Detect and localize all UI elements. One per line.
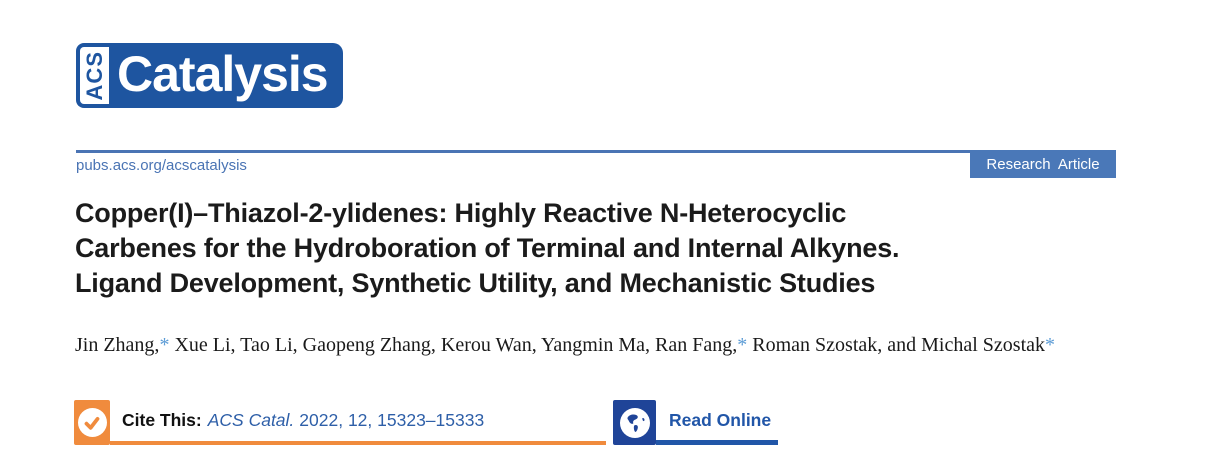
title-line: Ligand Development, Synthetic Utility, and Mechanistic Studies [75, 268, 876, 298]
author-list [75, 332, 1160, 359]
corresponding-author-asterisk: * [737, 334, 748, 356]
article-type-badge: Research Article [970, 150, 1116, 178]
check-icon [78, 408, 107, 437]
globe-icon [620, 408, 650, 438]
article-title [75, 196, 899, 301]
acs-catalysis-logo [76, 43, 343, 108]
header-divider [76, 150, 970, 153]
title-line: Copper(I)–Thiazol-2-ylidenes: Highly Reactive N-Heterocyclic [75, 198, 847, 228]
read-online-underline [656, 440, 778, 445]
corresponding-author-asterisk: * [1045, 334, 1056, 356]
read-online-badge[interactable] [613, 400, 656, 445]
author-names-segment: Jin Zhang, [75, 334, 160, 356]
corresponding-author-asterisk: * [159, 334, 170, 356]
cite-this-label: Cite This: [122, 410, 202, 430]
acs-vertical-wordmark [76, 43, 109, 108]
title-line: Carbenes for the Hydroboration of Terminal and Internal Alkynes. [75, 233, 900, 263]
read-online-link[interactable]: Read Online [669, 410, 772, 430]
cite-underline [110, 441, 606, 445]
journal-abbreviation: ACS Catal. [207, 410, 295, 430]
citation-numbers: 2022, 12, 15323–15333 [299, 410, 485, 430]
author-names-segment: Roman Szostak, and Michal Szostak [747, 334, 1046, 356]
acs-vertical-text: ACS [81, 50, 107, 101]
citation-line[interactable] [122, 410, 484, 431]
journal-name-wordmark: Catalysis [109, 43, 343, 108]
author-names-segment: Xue Li, Tao Li, Gaopeng Zhang, Kerou Wan, Yangmin Ma, Ran Fang, [169, 334, 738, 356]
journal-url-link[interactable]: pubs.acs.org/acscatalysis [76, 157, 247, 174]
cite-this-badge[interactable] [74, 400, 110, 445]
